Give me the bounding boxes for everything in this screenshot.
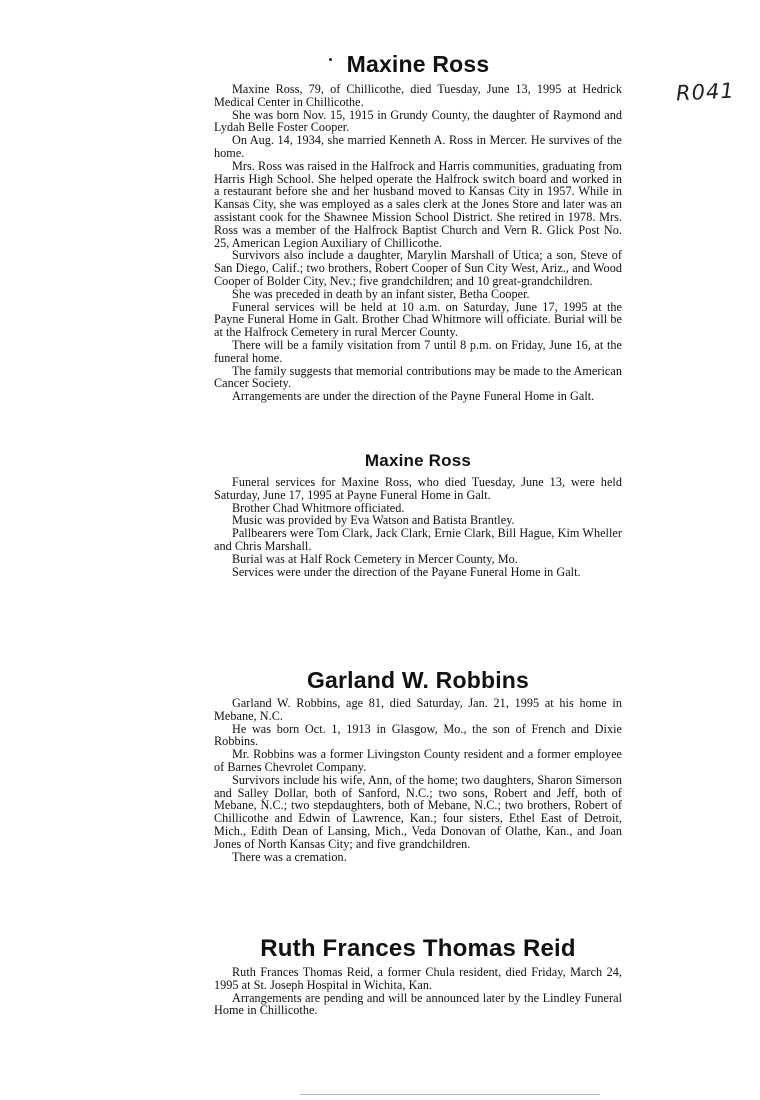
obituary-paragraph: Arrangements are pending and will be announced later by the Lindley Funeral Home in Chillicothe. xyxy=(214,990,622,1018)
obituary-paragraph: Services were under the direction of the Payane Funeral Home in Galt. xyxy=(232,564,581,579)
obituary-paragraph: The family suggests that memorial contributions may be made to the American Cancer Society. xyxy=(214,363,622,391)
obituary-paragraph: Brother Chad Whitmore officiated. xyxy=(232,500,405,515)
obituary-maxine-ross xyxy=(214,51,622,403)
page-edge-rule xyxy=(300,1094,600,1095)
obituary-paragraph: Survivors include his wife, Ann, of the home; two daughters, Sharon Simerson and Salley Dollar, both of Sanford, N.C.; two sons, Robert and Jeff, both of Mebane, N.C.; two stepdaughters, both of Mebane, N.C.; two brothers, Robert of Chillicothe and Edwin of Lawrence, Kan.; four sisters, Ethel East of Detroit, Mich., Edith Dean of Lansing, Mich., Veda Donovan of Olathe, Kan., and Joan Jones of North Kansas City; and five grandchildren. xyxy=(214,772,622,851)
obituary-headline: Garland W. Robbins xyxy=(306,667,530,693)
obituary-paragraph: She was born Nov. 15, 1915 in Grundy County, the daughter of Raymond and Lydah Belle Foster Cooper. xyxy=(214,107,622,135)
obituary-paragraph: On Aug. 14, 1934, she married Kenneth A. Ross in Mercer. He survives of the home. xyxy=(214,133,622,160)
obituary-garland-robbins xyxy=(214,667,622,863)
obituary-paragraph: Ruth Frances Thomas Reid, a former Chula resident, died Friday, March 24, 1995 at St. Joseph Hospital in Wichita, Kan. xyxy=(214,965,622,992)
obituary-paragraph: Funeral services for Maxine Ross, who died Tuesday, June 13, were held Saturday, June 17, 1995 at Payne Funeral Home in Galt. xyxy=(214,475,622,502)
obituary-paragraph: There will be a family visitation from 7 until 8 p.m. on Friday, June 16, at the funeral home. xyxy=(214,337,622,365)
obituary-paragraph: Mrs. Ross was raised in the Halfrock and Harris communities, graduating from Harris High School. She helped operate the Halfrock switch board and worked in a restaurant before she and her husband moved to Kansas City in 1957. While in Kansas City, she was employed as a sales clerk at the Jones Store and later was an assistant cook for the Shawnee Mission School District. She retired in 1978. Mrs. Ross was a member of the Halfrock Baptist Church and Vern R. Glick Post No. 25, American Legion Auxiliary of Chillicothe. xyxy=(214,158,622,250)
obituary-paragraph: Garland W. Robbins, age 81, died Saturday, Jan. 21, 1995 at his home in Mebane, N.C. xyxy=(214,696,622,723)
obituary-paragraph: She was preceded in death by an infant sister, Betha Cooper. xyxy=(232,286,530,301)
obituary-headline: Maxine Ross xyxy=(364,451,472,470)
obituary-paragraph: Arrangements are under the direction of the Payne Funeral Home in Galt. xyxy=(232,389,595,404)
obituary-paragraph: Burial was at Half Rock Cemetery in Mercer County, Mo. xyxy=(232,551,518,566)
obituary-paragraph: Music was provided by Eva Watson and Batista Brantley. xyxy=(232,513,515,528)
obituary-paragraph: Pallbearers were Tom Clark, Jack Clark, Ernie Clark, Bill Hague, Kim Wheller and Chris Marshall. xyxy=(214,526,622,553)
obituary-paragraph: Mr. Robbins was a former Livingston County resident and a former employee of Barnes Chevrolet Company. xyxy=(214,747,622,774)
obituary-headline: Maxine Ross xyxy=(346,51,490,77)
obituary-paragraph: Maxine Ross, 79, of Chillicothe, died Tuesday, June 13, 1995 at Hedrick Medical Center in Chillicothe. xyxy=(214,82,622,109)
obituary-paragraph: Survivors also include a daughter, Marylin Marshall of Utica; a son, Steve of San Diego, Calif.; two brothers, Robert Cooper of Sun City West, Ariz., and Wood Cooper of Bolder City, Nev.; five grandchildren; and 10 great-grandchildren. xyxy=(214,248,622,288)
obituary-paragraph: He was born Oct. 1, 1913 in Glasgow, Mo., the son of French and Dixie Robbins. xyxy=(214,721,622,749)
obituary-paragraph: There was a cremation. xyxy=(232,849,347,864)
obituary-headline: Ruth Frances Thomas Reid xyxy=(260,935,576,962)
funeral-notice-maxine-ross xyxy=(214,451,622,578)
obituary-paragraph: Funeral services will be held at 10 a.m. on Saturday, June 17, 1995 at the Payne Funeral Home in Galt. Brother Chad Whitmore will officiate. Burial will be at the Halfrock Cemetery in rural Mercer County. xyxy=(214,299,622,340)
handwritten-archive-code: R041 xyxy=(675,78,736,106)
obituary-ruth-reid xyxy=(214,936,622,1017)
